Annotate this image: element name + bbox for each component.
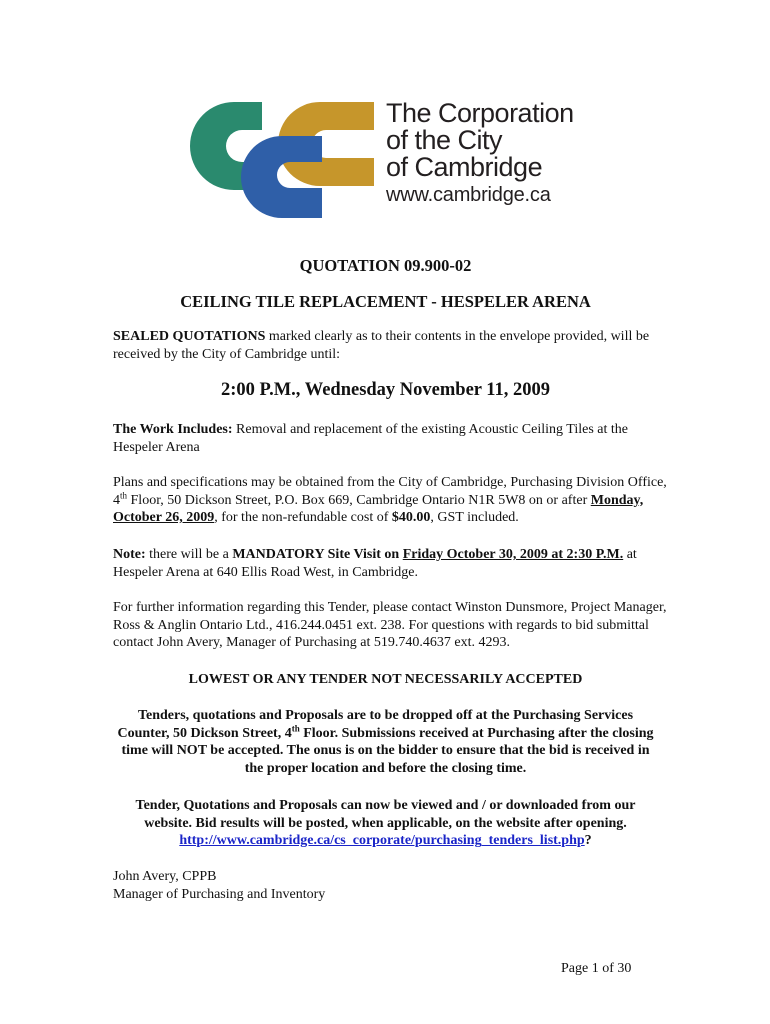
cambridge-c-emblem-icon	[184, 94, 384, 228]
plans-paragraph	[113, 474, 678, 527]
lowest-tender-notice: LOWEST OR ANY TENDER NOT NECESSARILY ACCEPTED	[188, 672, 583, 687]
online-text: Tender, Quotations and Proposals can now be viewed and / or downloaded from our website. Bid results will be posted, when applicable, on the website after opening.	[135, 798, 636, 831]
note-mandatory: MANDATORY Site Visit on	[232, 547, 403, 562]
sealed-quotations-paragraph	[113, 328, 678, 363]
online-suffix: ?	[584, 833, 592, 848]
plans-text-4: , GST included.	[430, 510, 519, 525]
note-label: Note:	[113, 547, 146, 562]
logo-line-2: of the City	[386, 125, 503, 155]
signature-block	[113, 868, 678, 903]
plans-date: Monday, October 26, 2009	[113, 492, 644, 525]
logo-line-3: of Cambridge	[386, 152, 543, 182]
sealed-text: marked clearly as to their contents in the envelope provided, will be received by the City of Cambridge until:	[113, 329, 650, 362]
contact-info-paragraph: For further information regarding this Tender, please contact Winston Dunsmore, Project Manager, Ross & Anglin Ontario Ltd., 416.244.0451 ext. 238. For questions with regards to bid submittal contact John Avery, Manager of Purchasing at 519.740.4637 ext. 4293.	[113, 600, 667, 650]
work-text: Removal and replacement of the existing Acoustic Ceiling Tiles at the Hespeler Arena	[113, 422, 628, 455]
plans-ordinal: th	[120, 489, 128, 500]
logo-url: www.cambridge.ca	[386, 184, 551, 206]
online-notice	[113, 797, 658, 850]
note-text-2: at Hespeler Arena at 640 Ellis Road West, in Cambridge.	[113, 547, 637, 580]
plans-text-2: Floor, 50 Dickson Street, P.O. Box 669, Cambridge Ontario N1R 5W8 on or after	[127, 492, 591, 508]
logo-wordmark	[386, 100, 574, 208]
dropoff-text-1: Tenders, quotations and Proposals are to be dropped off at the Purchasing Services Counter, 50 Dickson Street, 4	[117, 708, 634, 741]
plans-text-3: , for the non-refundable cost of	[214, 510, 392, 525]
note-when: Friday October 30, 2009 at 2:30 P.M.	[402, 547, 624, 562]
signatory-name: John Avery, CPPB	[113, 869, 217, 884]
signatory-title: Manager of Purchasing and Inventory	[113, 886, 326, 902]
logo-line-1: The Corporation	[386, 98, 574, 128]
city-of-cambridge-logo	[184, 94, 584, 228]
dropoff-instructions	[113, 707, 658, 777]
tenders-list-link[interactable]: http://www.cambridge.ca/cs_corporate/purchasing_tenders_list.php	[179, 833, 585, 848]
page-number: Page 1 of 30	[561, 961, 632, 976]
sealed-label: SEALED QUOTATIONS	[113, 329, 266, 344]
quotation-title: CEILING TILE REPLACEMENT - HESPELER ARENA	[180, 292, 591, 311]
note-text-1: there will be a	[145, 547, 233, 562]
plans-text-1: Plans and specifications may be obtained from the City of Cambridge, Purchasing Division Office, 4	[113, 475, 667, 508]
closing-deadline: 2:00 P.M., Wednesday November 11, 2009	[220, 380, 551, 400]
work-includes-paragraph	[113, 421, 678, 456]
site-visit-note	[113, 546, 678, 581]
quotation-number: QUOTATION 09.900-02	[299, 256, 472, 275]
work-label: The Work Includes:	[113, 422, 233, 437]
plans-cost: $40.00	[391, 510, 431, 525]
dropoff-text-2: Floor. Submissions received at Purchasing after the closing time will NOT be accepted. The onus is on the bidder to ensure that the bid is received in the proper location and before the closing time.	[121, 725, 654, 776]
dropoff-ordinal: th	[291, 722, 300, 733]
